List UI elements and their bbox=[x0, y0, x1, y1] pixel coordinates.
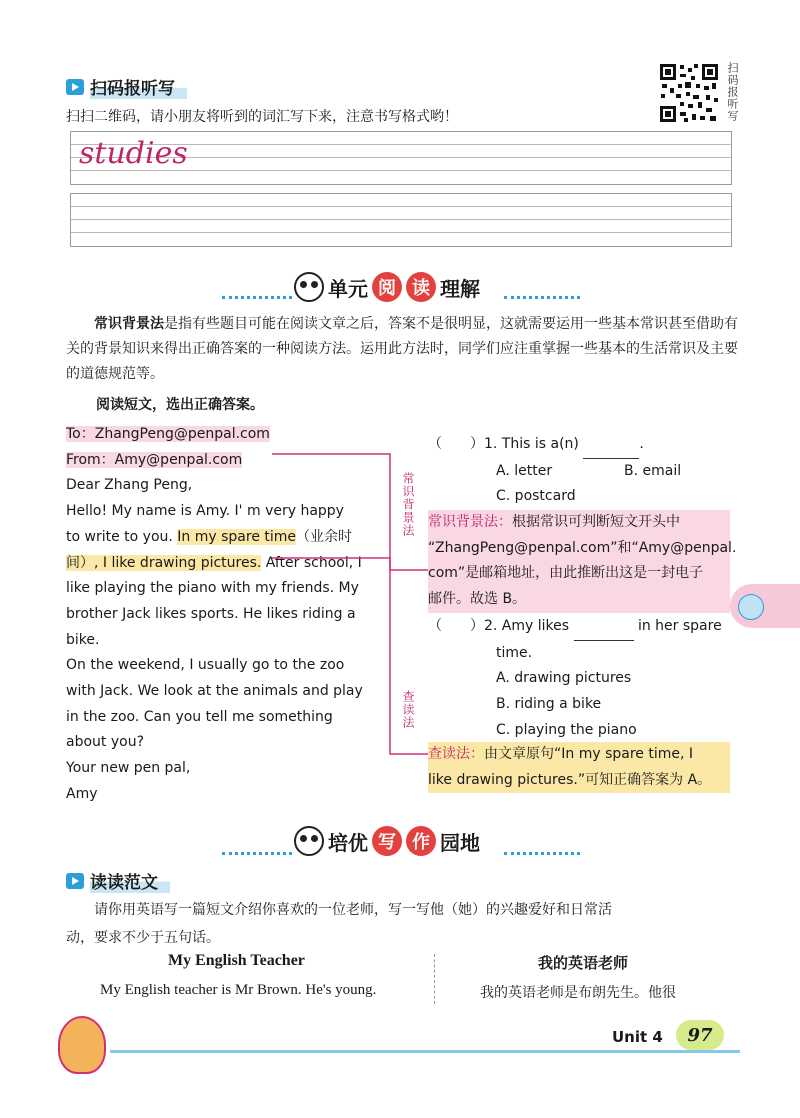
question-1: （ ）1. This is a(n) . A. letter B. email C. postcard bbox=[428, 432, 738, 510]
written-word: studies bbox=[79, 136, 188, 171]
mascot-character bbox=[58, 1016, 106, 1074]
email-text: To：ZhangPeng@penpal.com From：Amy@penpal.com Dear Zhang Peng, Hello! My name is Amy. I' m very happy to write to you. In my spare time（业余时 间）, I like drawing pictures. After school, I like playing the piano with my friends. My brother Jack likes sports. He likes riding a bike. On the weekend, I usually go to the zoo with Jack. We look at the animals and play in the zoo. Can you tell me something about you? Your new pen pal, Amy bbox=[66, 426, 363, 802]
banner-dots-right bbox=[504, 296, 580, 299]
reading-banner: 单元 阅 读 理解 bbox=[294, 272, 480, 302]
q1-option-c[interactable]: C. postcard bbox=[496, 488, 576, 505]
banner-dots-left-2 bbox=[222, 852, 292, 855]
writing-box-2[interactable] bbox=[70, 193, 732, 247]
label-check-reading: 查读法 bbox=[401, 690, 415, 729]
sample-zh-title: 我的英语老师 bbox=[538, 954, 629, 972]
sample-en-line: My English teacher is Mr Brown. He's young. bbox=[100, 982, 377, 998]
answer-blank-2[interactable] bbox=[574, 614, 634, 641]
label-common-sense: 常识背景法 bbox=[401, 472, 415, 537]
unit-label: Unit 4 bbox=[612, 1028, 663, 1046]
q2-option-b[interactable]: B. riding a bike bbox=[496, 696, 602, 713]
sample-divider bbox=[434, 954, 435, 1004]
sample-en-title: My English Teacher bbox=[168, 952, 305, 969]
mascot-icon bbox=[738, 594, 764, 620]
q1-explanation: 常识背景法：根据常识可判断短文开头中 “ZhangPeng@penpal.com”和“Amy@penpal. com”是邮箱地址，由此推断出这是一封电子 邮件。故选 B。 bbox=[428, 510, 730, 613]
side-tab bbox=[730, 584, 800, 628]
sample-instruction: 请你用英语写一篇短文介绍你喜欢的一位老师，写一写他（她）的兴趣爱好和日常活 动，要求不少于五句话。 bbox=[66, 902, 612, 946]
banner-dots-right-2 bbox=[504, 852, 580, 855]
panda-icon-2 bbox=[294, 826, 324, 856]
q2-explanation: 查读法：由文章原句“In my spare time, I like drawing pictures.”可知正确答案为 A。 bbox=[428, 742, 730, 793]
writing-box-1[interactable] bbox=[70, 131, 732, 185]
qr-label: 扫码报听写 bbox=[726, 62, 739, 122]
q1-option-b[interactable]: B. email bbox=[624, 462, 682, 479]
method-paragraph: 常识背景法是指有些题目可能在阅读文章之后，答案不是很明显，这就需要运用一些基本常识甚至借助有关的背景知识来得出正确答案的一种阅读方法。运用此方法时，同学们应注重掌握一些基本的生活常识及主要的道德规范等。 bbox=[66, 316, 738, 382]
page-number: 97 bbox=[676, 1020, 724, 1050]
listen-heading: 扫码报听写 bbox=[66, 74, 187, 99]
q1-option-a[interactable]: A. letter bbox=[496, 462, 553, 479]
writing-banner: 培优 写 作 园地 bbox=[294, 826, 480, 856]
q2-option-c[interactable]: C. playing the piano bbox=[496, 721, 637, 738]
banner-dots-left bbox=[222, 296, 292, 299]
answer-blank-1[interactable] bbox=[583, 432, 639, 459]
task-instruction: 阅读短文，选出正确答案。 bbox=[96, 397, 264, 413]
triangle-icon bbox=[66, 79, 84, 95]
listen-instruction: 扫扫二维码，请小朋友将听到的词汇写下来，注意书写格式哟！ bbox=[66, 109, 458, 125]
footer-rule bbox=[110, 1050, 740, 1053]
sample-zh-line: 我的英语老师是布朗先生。他很 bbox=[480, 985, 676, 1001]
question-2: （ ）2. Amy likes in her spare time. A. drawing pictures B. riding a bike C. playing the piano bbox=[428, 614, 738, 744]
q2-option-a[interactable]: A. drawing pictures bbox=[496, 670, 632, 687]
qr-code[interactable] bbox=[658, 62, 720, 124]
panda-icon bbox=[294, 272, 324, 302]
triangle-icon-2 bbox=[66, 873, 84, 889]
sample-heading: 读读范文 bbox=[66, 868, 170, 893]
